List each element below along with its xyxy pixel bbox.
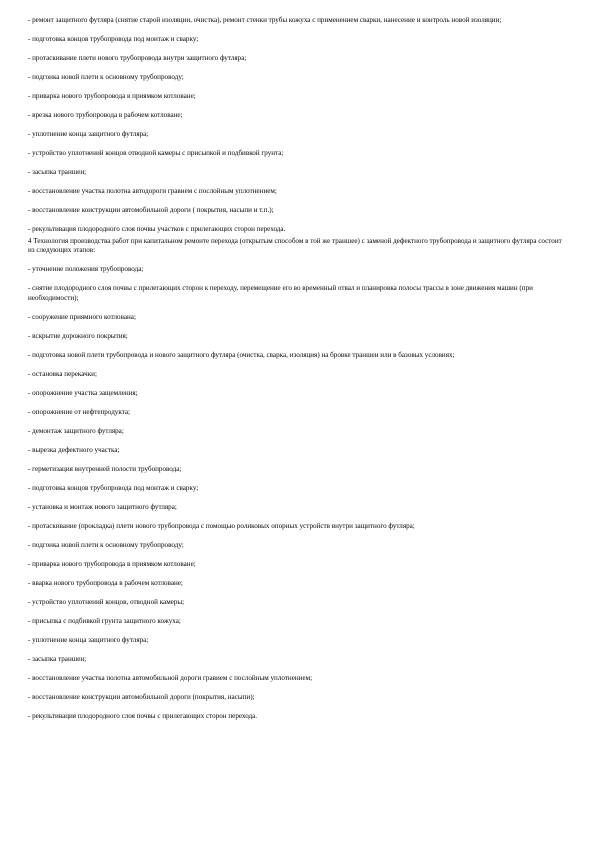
paragraph: - врезка нового трубопровода в рабочем котловане; bbox=[28, 111, 183, 119]
paragraph: - подготовка концов трубопровода под монтаж и сварку; bbox=[28, 35, 199, 43]
paragraph: - рекультивация плодородного слоя почвы с прилегающих сторон перехода. bbox=[28, 711, 258, 720]
paragraph: - восстановление конструкции автомобильной дороги (покрытия, насыпи); bbox=[28, 692, 255, 701]
paragraph: - засыпка траншеи; bbox=[28, 654, 87, 663]
paragraph: - вскрытие дорожного покрытия; bbox=[28, 331, 128, 340]
paragraph: - установка и монтаж нового защитного футляра; bbox=[28, 502, 177, 511]
paragraph: - восстановление участка полотна автомобильной дороги гравием с послойным уплотнением; bbox=[28, 673, 313, 682]
paragraph: - засыпка траншеи; bbox=[28, 168, 87, 176]
paragraph: - присыпка с подбивкой грунта защитного кожуха; bbox=[28, 616, 181, 625]
paragraph: - остановка перекачки; bbox=[28, 369, 97, 378]
paragraph: - подготовка новой плети трубопровода и нового защитного футляра (очистка, сварка, изоляция) на бровке траншеи или в базовых условиях; bbox=[28, 350, 455, 359]
paragraph: - приварка нового трубопровода в приямком котловане; bbox=[28, 92, 196, 100]
paragraph: - восстановление конструкции автомобильной дороги ( покрытия, насыпи и т.п.); bbox=[28, 206, 274, 214]
paragraph: - уплотнение конца защитного футляра; bbox=[28, 635, 149, 644]
paragraph: - рекультивация плодородного слоя почвы участков с прилегающих сторон перехода. bbox=[28, 225, 286, 233]
paragraph: - восстановление участка полотна автодороги гравием с послойным уплотнением; bbox=[28, 187, 277, 195]
paragraph: - сооружение приямного котлована; bbox=[28, 312, 136, 321]
paragraph: - герметизация внутренней полости трубопровода; bbox=[28, 464, 182, 473]
paragraph: - вварка нового трубопровода в рабочем котловане; bbox=[28, 578, 183, 587]
paragraph: - уплотнение конца защитного футляра; bbox=[28, 130, 149, 138]
paragraph: - устройство уплотнений концов отводной камеры с присыпкой и подбивкой грунта; bbox=[28, 149, 284, 157]
paragraph: - устройство уплотнений концов, отводной камеры; bbox=[28, 597, 185, 606]
paragraph: - уточнение положения трубопровода; bbox=[28, 265, 144, 274]
paragraph: - ремонт защитного футляра (снятие старой изоляции, очистка), ремонт стенки трубы кожуха с применением сварки, нанесение и контроль новой изоляции; bbox=[28, 16, 502, 24]
paragraph: - демонтаж защитного футляра; bbox=[28, 426, 124, 435]
paragraph: - опорожнение от нефтепродукта; bbox=[28, 407, 131, 416]
paragraph: - протаскивание (прокладка) плети нового трубопровода с помощью роликовых опорных устройств внутри защитного футляра; bbox=[28, 521, 415, 530]
paragraph: - вырезка дефектного участка; bbox=[28, 445, 120, 454]
paragraph: - подгонка новой плети к основному трубопроводу; bbox=[28, 540, 184, 549]
section-heading-paragraph: 4 Технология производства работ при капитальном ремонте перехода (открытым способом в той же траншее) с заменой дефектного трубопровода и защитного футляра состоит из следующих этапов: bbox=[28, 236, 562, 255]
paragraph: - протаскивание плети нового трубопровода внутри защитного футляра; bbox=[28, 54, 247, 62]
paragraph: - приварка нового трубопровода в приямком котловане; bbox=[28, 559, 196, 568]
paragraph: - подготовка концов трубопровода под монтаж и сварку; bbox=[28, 483, 199, 492]
paragraph: - подгонка новой плети к основному трубопроводу; bbox=[28, 73, 184, 81]
paragraph: - снятие плодородного слоя почвы с прилегающих сторон к переходу, перемещение его во временный отвал и планировка полосы трассы в зоне движения машин (при необходимости); bbox=[28, 284, 533, 302]
paragraph: - опорожнение участка защемления; bbox=[28, 388, 138, 397]
